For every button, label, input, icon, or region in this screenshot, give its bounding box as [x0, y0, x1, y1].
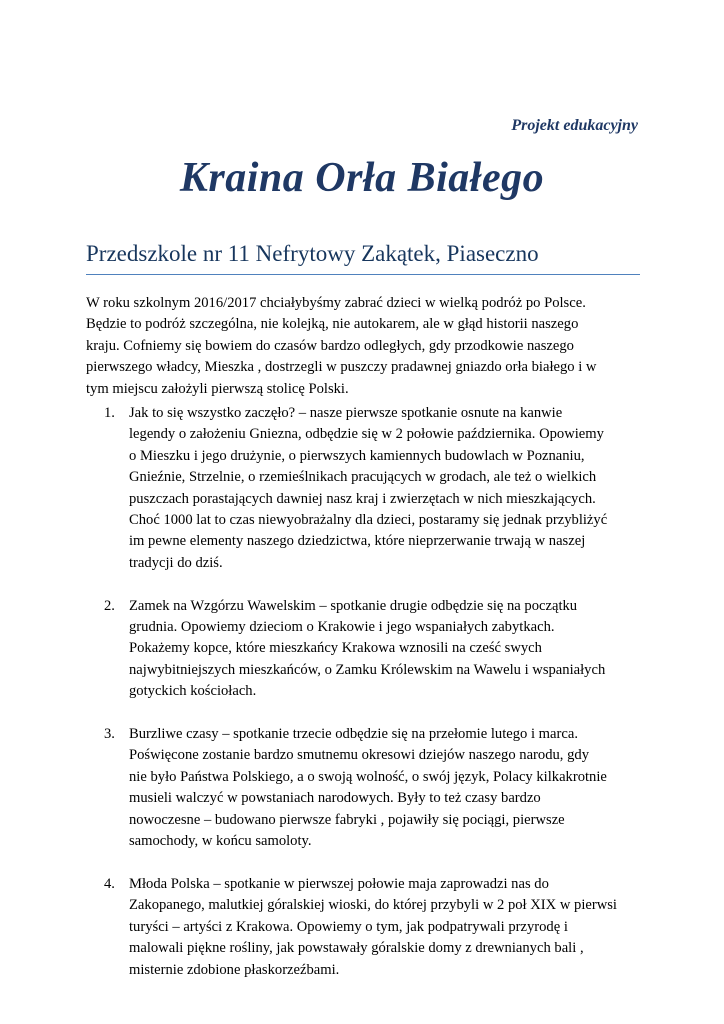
meetings-list [104, 403, 649, 1002]
intro-line: tym miejscu założyli pierwszą stolicę Polski. [86, 380, 349, 397]
document-subtitle: Przedszkole nr 11 Nefrytowy Zakątek, Piaseczno [86, 241, 539, 266]
list-number: 3. [104, 726, 115, 743]
item-line: Gnieźnie, Strzelnie, o rzemieślnikach pracujących w grodach, ale też o wielkich [129, 469, 597, 486]
item-line: Młoda Polska – spotkanie w pierwszej połowie maja zaprowadzi nas do [129, 875, 549, 892]
item-line: Pokażemy kopce, które mieszkańcy Krakowa wznosili na cześć swych [129, 640, 542, 657]
item-line: o Mieszku i jego drużynie, o pierwszych kamiennych budowlach w Poznaniu, [129, 447, 585, 464]
item-line: Burzliwe czasy – spotkanie trzecie odbędzie się na przełomie lutego i marca. [129, 726, 578, 743]
item-line: tradycji do dziś. [129, 554, 223, 571]
document-title: Kraina Orła Białego [179, 155, 545, 201]
intro-line: Będzie to podróż szczególna, nie kolejką, nie autokarem, ale w głąd historii naszego [86, 316, 579, 333]
item-line: gotyckich kościołach. [129, 683, 257, 700]
list-item [104, 596, 649, 703]
intro-line: W roku szkolnym 2016/2017 chciałybyśmy zabrać dzieci w wielką podróż po Polsce. [86, 295, 586, 311]
item-line: Poświęcone zostanie bardzo smutnemu okresowi dziejów naszego narodu, gdy [129, 747, 589, 764]
item-line: nie było Państwa Polskiego, a o swoją wolność, o swój język, Polacy kilkakrotnie [129, 768, 607, 785]
item-line: najwybitniejszych mieszkańców, o Zamku Królewskim na Wawelu i wspaniałych [129, 661, 606, 678]
list-item [104, 724, 649, 852]
item-line: samochody, w końcu samoloty. [129, 833, 312, 850]
item-line: turyści – artyści z Krakowa. Opowiemy o tym, jak podpatrywali przyrodę i [129, 918, 568, 935]
item-line: Zakopanego, malutkiej góralskiej wioski, do której przybyli w 2 poł XIX w pierwsi [129, 897, 617, 914]
list-number: 2. [104, 597, 115, 614]
list-item [104, 403, 649, 574]
item-line: malowali piękne rośliny, jak powstawały góralskie domy z drewnianych bali , [129, 940, 584, 957]
intro-line: kraju. Cofniemy się bowiem do czasów bardzo odległych, gdy przodkowie naszego [86, 337, 574, 354]
subtitle-divider [86, 274, 640, 275]
list-number: 1. [104, 405, 115, 421]
item-line: puszczach porastających dawniej nasz kraj i zwierzętach w nich mieszkających. [129, 490, 596, 507]
list-item [104, 874, 649, 981]
item-line: musieli walczyć w powstaniach narodowych. Były to też czasy bardzo [129, 790, 541, 807]
list-number: 4. [104, 875, 115, 892]
intro-line: pierwszego władcy, Mieszka , dostrzegli w puszczy pradawnej gniazdo orła białego i w [86, 359, 597, 376]
item-line: im pewne elementy naszego dziedzictwa, które nieprzerwanie trwają w naszej [129, 533, 586, 550]
item-line: Jak to się wszystko zaczęło? – nasze pierwsze spotkanie osnute na kanwie [129, 405, 563, 421]
item-line: legendy o założeniu Gniezna, odbędzie się w 2 połowie października. Opowiemy [129, 426, 604, 443]
intro-paragraph [86, 293, 646, 400]
item-line: grudnia. Opowiemy dzieciom o Krakowie i jego wspaniałych zabytkach. [129, 619, 555, 636]
item-line: nowoczesne – budowano pierwsze fabryki , pojawiły się pociągi, pierwsze [129, 811, 565, 828]
item-line: Choć 1000 lat to czas niewyobrażalny dla dzieci, postaramy się jednak przybliżyć [129, 512, 608, 529]
item-line: Zamek na Wzgórzu Wawelskim – spotkanie drugie odbędzie się na początku [129, 597, 578, 614]
project-kicker: Projekt edukacyjny [511, 117, 638, 134]
item-line: misternie zdobione płaskorzeźbami. [129, 961, 340, 978]
